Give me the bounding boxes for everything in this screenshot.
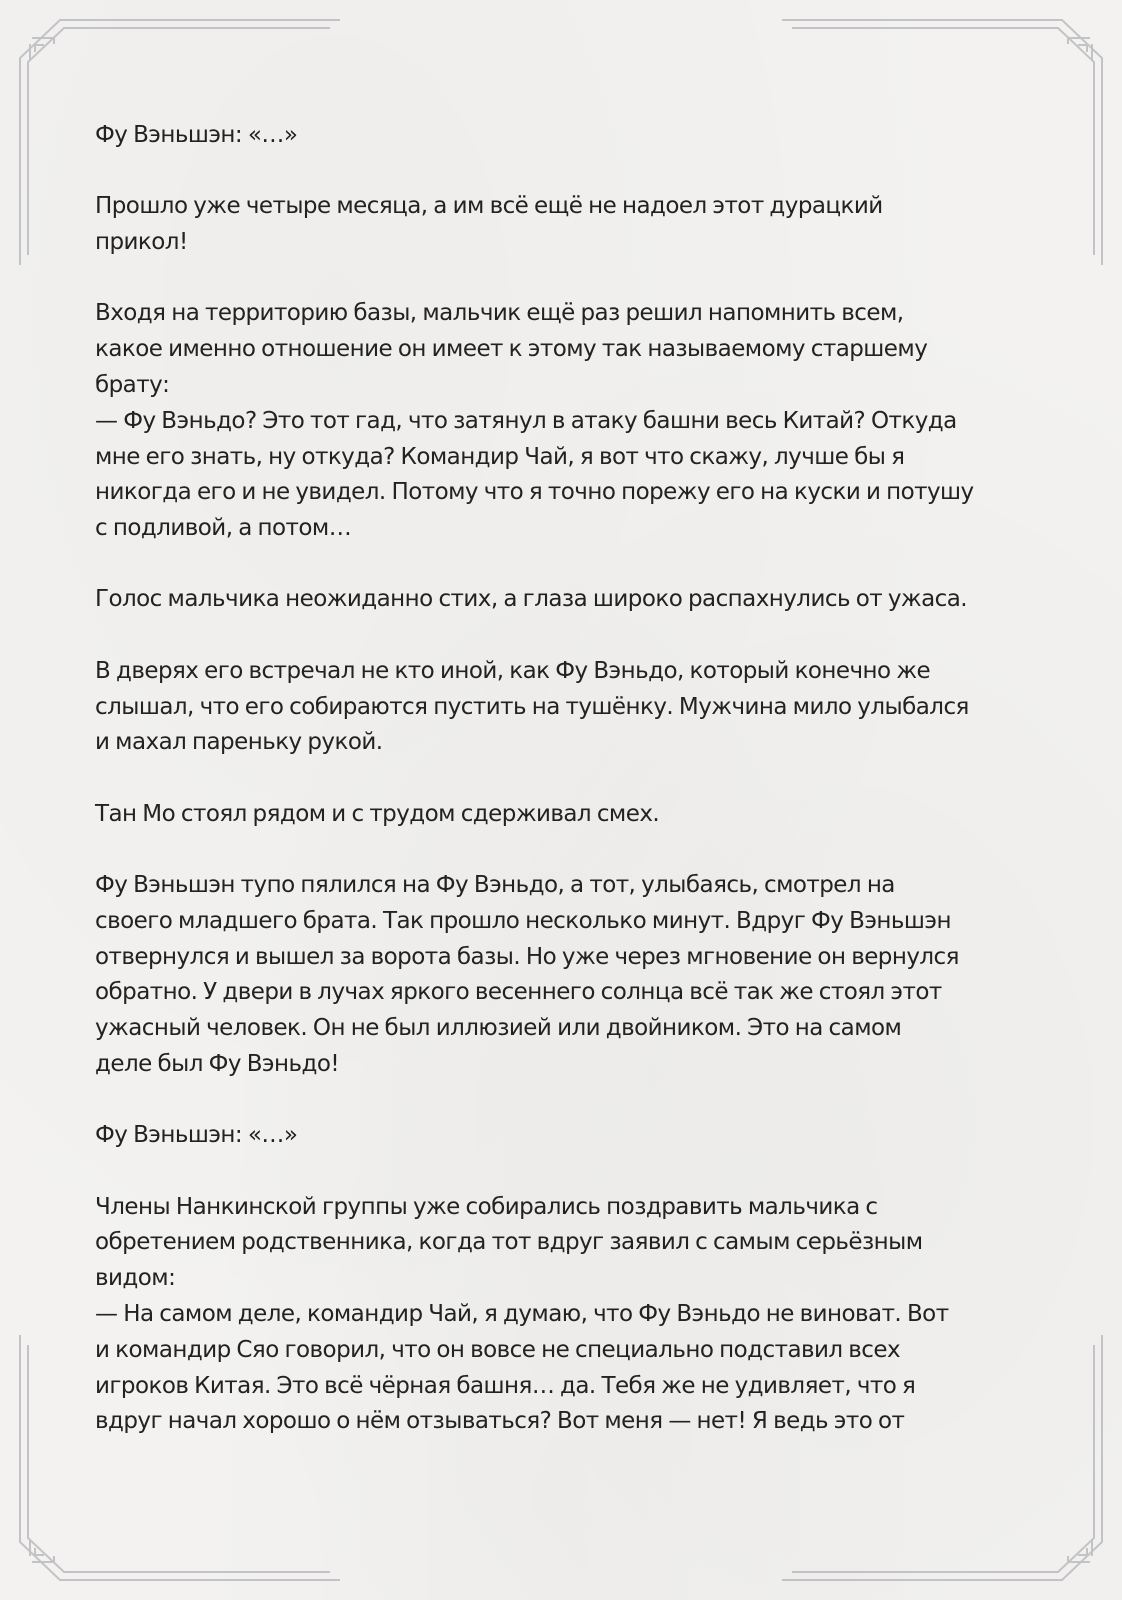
paragraph <box>95 189 1035 261</box>
text-line: обретением родственника, когда тот вдруг заявил с самым серьёзным <box>95 1229 923 1256</box>
text-line: Фу Вэньшэн: «…» <box>95 1122 298 1149</box>
text-line: Фу Вэньшэн тупо пялился на Фу Вэньдо, а тот, улыбаясь, смотрел на <box>95 871 895 898</box>
text-line: видом: <box>95 1265 176 1292</box>
text-line: Голос мальчика неожиданно стих, а глаза широко распахнулись от ужаса. <box>95 586 968 613</box>
text-line: — Фу Вэньдо? Это тот гад, что затянул в атаку башни весь Китай? Откуда <box>95 407 957 434</box>
text-line: Фу Вэньшэн: «…» <box>95 122 298 148</box>
text-line: Прошло уже четыре месяца, а им всё ещё не надоел этот дурацкий <box>95 193 883 220</box>
paragraph <box>95 797 1035 833</box>
text-line: и махал пареньку рукой. <box>95 729 383 756</box>
text-line: своего младшего брата. Так прошло несколько минут. Вдруг Фу Вэньшэн <box>95 907 951 934</box>
paragraph <box>95 1190 1035 1441</box>
text-line: ужасный человек. Он не был иллюзией или двойником. Это на самом <box>95 1015 902 1042</box>
paragraph <box>95 582 1035 618</box>
text-line: мне его знать, ну откуда? Командир Чай, я вот что скажу, лучше бы я <box>95 443 905 470</box>
paragraph <box>95 868 1035 1083</box>
text-line: и командир Сяо говорил, что он вовсе не специально подставил всех <box>95 1336 901 1363</box>
text-line: Члены Нанкинской группы уже собирались поздравить мальчика с <box>95 1193 878 1220</box>
text-line: отвернулся и вышел за ворота базы. Но уже через мгновение он вернулся <box>95 943 959 970</box>
text-line: деле был Фу Вэньдо! <box>95 1050 340 1077</box>
text-line: Тан Мо стоял рядом и с трудом сдерживал смех. <box>95 800 660 827</box>
document-body <box>95 118 1035 1476</box>
text-line: прикол! <box>95 229 188 256</box>
paragraph <box>95 296 1035 547</box>
text-line: В дверях его встречал не кто иной, как Фу Вэньдо, который конечно же <box>95 657 931 684</box>
paragraph <box>95 1118 1035 1154</box>
text-line: Входя на территорию базы, мальчик ещё раз решил напомнить всем, <box>95 300 904 327</box>
text-line: — На самом деле, командир Чай, я думаю, что Фу Вэньдо не виноват. Вот <box>95 1300 949 1327</box>
text-line: брату: <box>95 371 170 398</box>
paragraph <box>95 118 1035 154</box>
text-line: слышал, что его собираются пустить на тушёнку. Мужчина мило улыбался <box>95 693 969 720</box>
text-line: с подливой, а потом… <box>95 515 352 542</box>
text-line: игроков Китая. Это всё чёрная башня… да. Тебя же не удивляет, что я <box>95 1372 916 1399</box>
paragraph <box>95 654 1035 761</box>
text-line: какое именно отношение он имеет к этому так называемому старшему <box>95 336 928 363</box>
text-line: никогда его и не увидел. Потому что я точно порежу его на куски и потушу <box>95 479 974 506</box>
text-line: обратно. У двери в лучах яркого весеннего солнца всё так же стоял этот <box>95 979 942 1006</box>
text-line: вдруг начал хорошо о нём отзываться? Вот меня — нет! Я ведь это от <box>95 1408 905 1435</box>
